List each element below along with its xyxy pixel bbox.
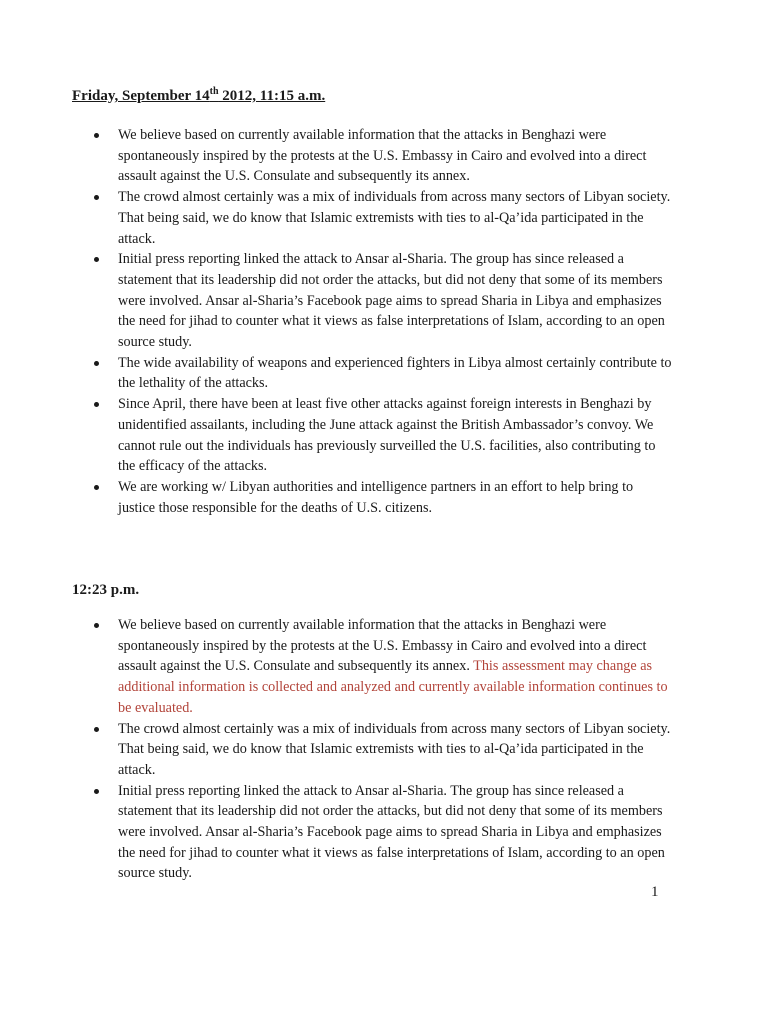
- list-item: [94, 249, 672, 353]
- bullet-text: The wide availability of weapons and experienced fighters in Libya almost certainly contribute to the lethality of the attacks.: [118, 354, 672, 392]
- heading-date: Friday, September 14: [72, 88, 210, 104]
- bullet-icon: [94, 361, 99, 366]
- list-item: [94, 125, 672, 187]
- list-item: [94, 353, 672, 394]
- bullet-text: Since April, there have been at least five other attacks against foreign interests in Benghazi by unidentified assailants, including the June attack against the British Ambassador’s convoy. We cannot rule out the individuals has previously surveilled the U.S. facilities, also contributing to the efficacy of the attacks.: [118, 396, 656, 475]
- bullet-text: We believe based on currently available information that the attacks in Benghazi were spontaneously inspired by the protests at the U.S. Embassy in Cairo and evolved into a direct assault against the U.S. Consulate and subsequently its annex.: [118, 617, 647, 675]
- list-item: [94, 615, 672, 719]
- list-item: [94, 394, 672, 477]
- page-number: 1: [651, 884, 659, 900]
- section-heading-1223pm: 12:23 p.m.: [72, 582, 140, 598]
- list-item: [94, 719, 672, 781]
- bullet-text: The crowd almost certainly was a mix of individuals from across many sectors of Libyan society. That being said, we do know that Islamic extremists with ties to al-Qa’ida participated in the attack.: [118, 720, 671, 778]
- bullet-icon: [94, 789, 99, 794]
- section-heading-1115am: [72, 88, 325, 105]
- bullet-icon: [94, 133, 99, 138]
- bullet-icon: [94, 257, 99, 262]
- bullet-icon: [94, 402, 99, 407]
- heading-ordinal-suffix: th: [209, 86, 219, 97]
- list-item: [94, 781, 672, 885]
- bullet-icon: [94, 485, 99, 490]
- list-item: [94, 187, 672, 249]
- bullet-list-1115am: [94, 125, 672, 518]
- heading-year-time: 2012, 11:15 a.m.: [218, 88, 326, 104]
- added-assessment-text: This assessment may change as additional information is collected and analyzed and currently available information continues to be evaluated.: [118, 658, 668, 716]
- bullet-text: Initial press reporting linked the attack to Ansar al-Sharia. The group has since released a statement that its leadership did not order the attacks, but did not deny that some of its members were involved. Ansar al-Sharia’s Facebook page aims to spread Sharia in Libya and emphasizes the need for jihad to counter what it views as false interpretations of Islam, according to an open source study.: [118, 782, 665, 882]
- bullet-text: Initial press reporting linked the attack to Ansar al-Sharia. The group has since released a statement that its leadership did not order the attacks, but did not deny that some of its members were involved. Ansar al-Sharia’s Facebook page aims to spread Sharia in Libya and emphasizes the need for jihad to counter what it views as false interpretations of Islam, according to an open source study.: [118, 251, 665, 351]
- bullet-text: The crowd almost certainly was a mix of individuals from across many sectors of Libyan society. That being said, we do know that Islamic extremists with ties to al-Qa’ida participated in the attack.: [118, 189, 671, 247]
- bullet-icon: [94, 195, 99, 200]
- bullet-text: We believe based on currently available information that the attacks in Benghazi were spontaneously inspired by the protests at the U.S. Embassy in Cairo and evolved into a direct assault against the U.S. Consulate and subsequently its annex.: [118, 127, 647, 185]
- bullet-icon: [94, 623, 99, 628]
- bullet-icon: [94, 727, 99, 732]
- list-item: [94, 477, 672, 518]
- bullet-list-1223pm: [94, 615, 672, 884]
- bullet-text: We are working w/ Libyan authorities and intelligence partners in an effort to help bring to justice those responsible for the deaths of U.S. citizens.: [118, 478, 634, 516]
